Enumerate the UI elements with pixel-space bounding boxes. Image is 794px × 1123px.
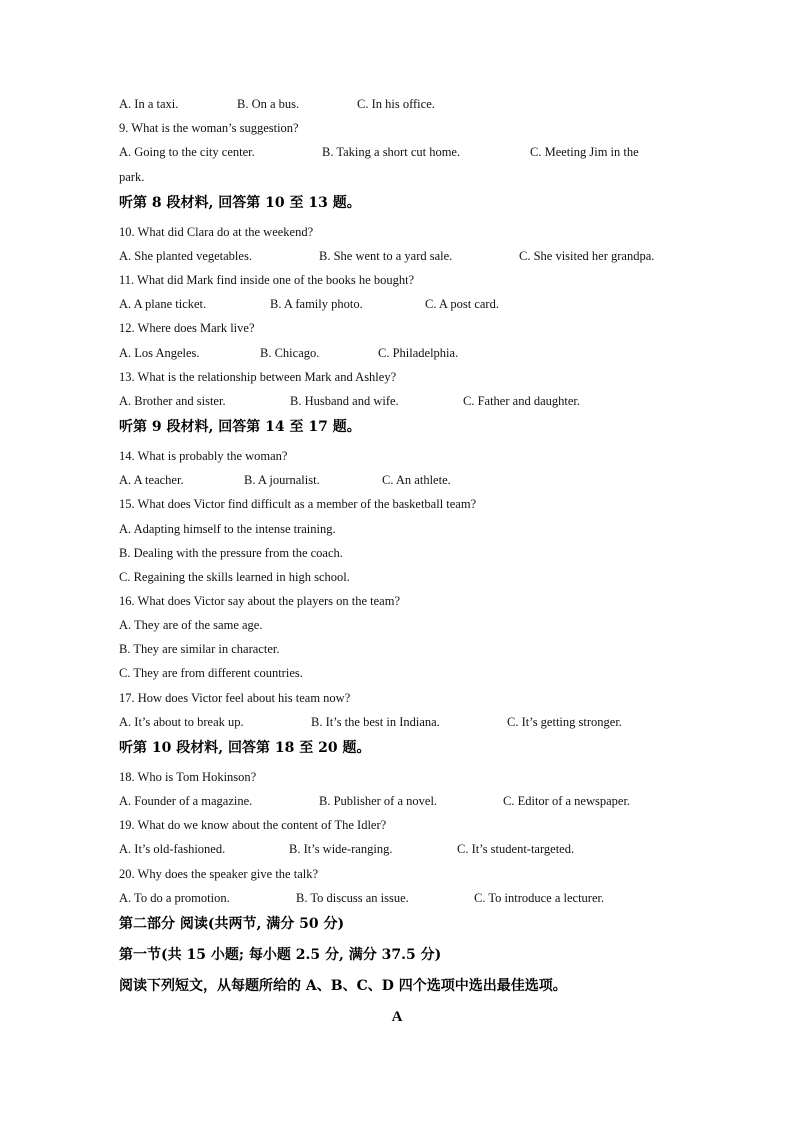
- question-17: 17. How does Victor feel about his team now?: [119, 691, 351, 705]
- q18-option-a: A. Founder of a magazine.: [119, 794, 253, 808]
- q8-option-a: A. In a taxi.: [119, 97, 179, 111]
- q10-option-a: A. She planted vegetables.: [119, 249, 252, 263]
- section-9-heading: 听第 9 段材料, 回答第 14 至 17 题。: [119, 419, 361, 435]
- q15-option-b: B. Dealing with the pressure from the coach.: [119, 546, 343, 560]
- q17-option-c: C. It’s getting stronger.: [507, 715, 622, 729]
- question-20: 20. Why does the speaker give the talk?: [119, 867, 319, 881]
- q10-option-c: C. She visited her grandpa.: [519, 249, 655, 263]
- q13-option-b: B. Husband and wife.: [290, 394, 399, 408]
- question-19: 19. What do we know about the content of The Idler?: [119, 818, 387, 832]
- q20-option-b: B. To discuss an issue.: [296, 891, 409, 905]
- q8-option-b: B. On a bus.: [237, 97, 300, 111]
- q18-option-c: C. Editor of a newspaper.: [503, 794, 631, 808]
- q15-option-a: A. Adapting himself to the intense training.: [119, 522, 336, 536]
- section-10-heading: 听第 10 段材料, 回答第 18 至 20 题。: [119, 740, 371, 756]
- question-15: 15. What does Victor find difficult as a member of the basketball team?: [119, 497, 477, 511]
- q12-option-b: B. Chicago.: [260, 346, 320, 360]
- q11-option-c: C. A post card.: [425, 297, 499, 311]
- question-14: 14. What is probably the woman?: [119, 449, 288, 463]
- q15-option-c: C. Regaining the skills learned in high school.: [119, 570, 350, 584]
- q19-option-c: C. It’s student-targeted.: [457, 842, 575, 856]
- q17-option-a: A. It’s about to break up.: [119, 715, 244, 729]
- question-18: 18. Who is Tom Hokinson?: [119, 770, 257, 784]
- reading-instructions: 阅读下列短文，从每题所给的 A、B、C、D 四个选项中选出最佳选项。: [119, 978, 567, 994]
- section-8-heading: 听第 8 段材料, 回答第 10 至 13 题。: [119, 195, 361, 211]
- q18-option-b: B. Publisher of a novel.: [319, 794, 438, 808]
- q16-option-c: C. They are from different countries.: [119, 666, 303, 680]
- q14-option-a: A. A teacher.: [119, 473, 184, 487]
- q14-option-b: B. A journalist.: [244, 473, 320, 487]
- q9-option-b: B. Taking a short cut home.: [322, 145, 461, 159]
- question-16: 16. What does Victor say about the players on the team?: [119, 594, 400, 608]
- q20-option-a: A. To do a promotion.: [119, 891, 230, 905]
- q16-option-b: B. They are similar in character.: [119, 642, 280, 656]
- q12-option-a: A. Los Angeles.: [119, 346, 200, 360]
- q19-option-a: A. It’s old-fashioned.: [119, 842, 226, 856]
- passage-label: A: [391, 1009, 403, 1025]
- question-9: 9. What is the woman’s suggestion?: [119, 121, 299, 135]
- q9-option-c-continued: park.: [119, 170, 145, 184]
- q13-option-c: C. Father and daughter.: [463, 394, 580, 408]
- q16-option-a: A. They are of the same age.: [119, 618, 263, 632]
- part-2-heading: 第二部分 阅读(共两节, 满分 50 分): [119, 916, 345, 932]
- q19-option-b: B. It’s wide-ranging.: [289, 842, 393, 856]
- question-11: 11. What did Mark find inside one of the books he bought?: [119, 273, 415, 287]
- section-1-heading: 第一节(共 15 小题; 每小题 2.5 分, 满分 37.5 分): [119, 947, 442, 963]
- q9-option-c: C. Meeting Jim in the: [530, 145, 639, 159]
- q14-option-c: C. An athlete.: [382, 473, 451, 487]
- q11-option-b: B. A family photo.: [270, 297, 363, 311]
- question-10: 10. What did Clara do at the weekend?: [119, 225, 314, 239]
- q9-option-a: A. Going to the city center.: [119, 145, 255, 159]
- q20-option-c: C. To introduce a lecturer.: [474, 891, 605, 905]
- q8-option-c: C. In his office.: [357, 97, 435, 111]
- question-13: 13. What is the relationship between Mark and Ashley?: [119, 370, 397, 384]
- q13-option-a: A. Brother and sister.: [119, 394, 226, 408]
- q12-option-c: C. Philadelphia.: [378, 346, 459, 360]
- question-12: 12. Where does Mark live?: [119, 321, 255, 335]
- q17-option-b: B. It’s the best in Indiana.: [311, 715, 440, 729]
- q11-option-a: A. A plane ticket.: [119, 297, 207, 311]
- q10-option-b: B. She went to a yard sale.: [319, 249, 453, 263]
